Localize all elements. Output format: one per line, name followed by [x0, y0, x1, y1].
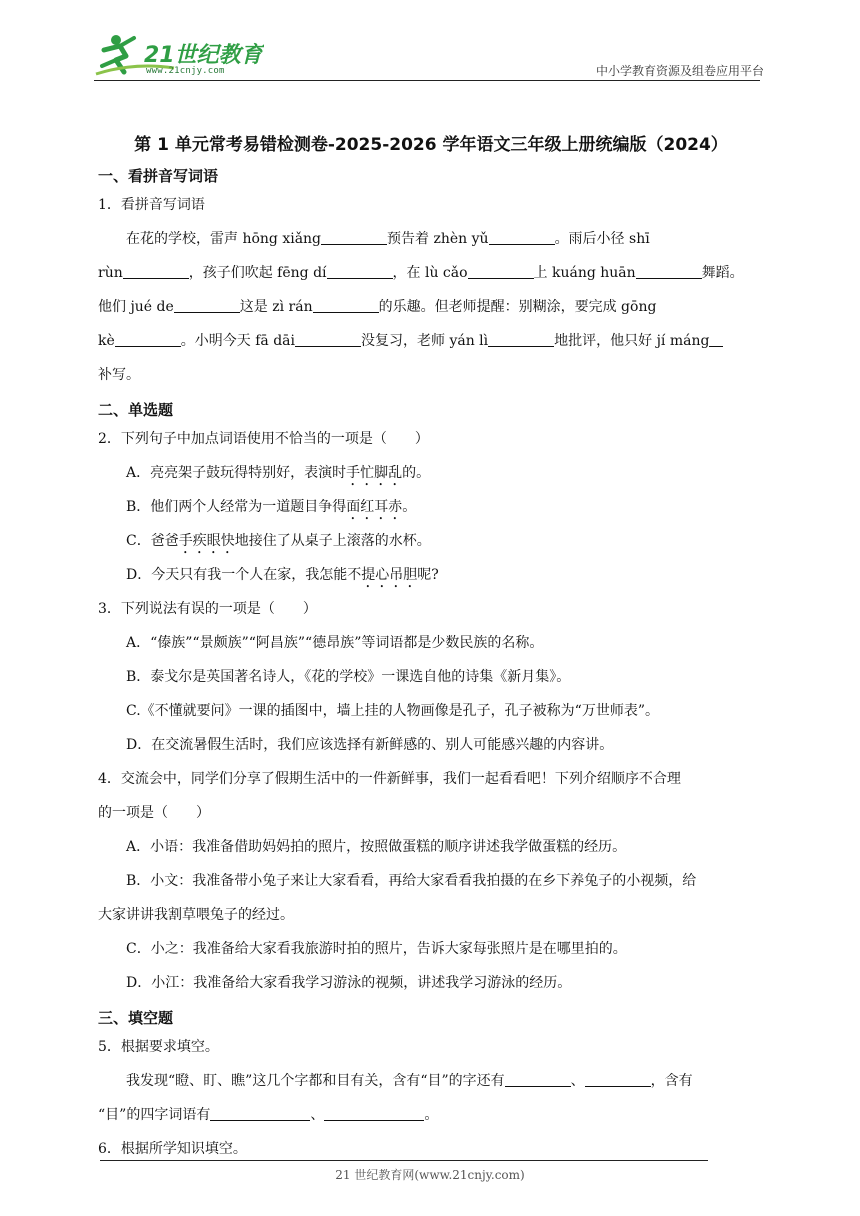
answer-blank[interactable] [327, 264, 393, 279]
passage-text: 的乐趣。但老师提醒：别糊涂，要完成 gōng [378, 299, 657, 315]
answer-blank[interactable] [505, 1072, 571, 1087]
question-text: 。 [424, 1107, 439, 1123]
document-body [98, 132, 764, 1166]
question-3-option-d[interactable]: D．在交流暑假生活时，我们应该选择有新鲜感的、别人可能感兴趣的内容讲。 [126, 737, 614, 753]
question-4-stem-cont: 的一项是（ ） [98, 805, 210, 821]
answer-blank[interactable] [324, 1106, 424, 1121]
section-heading-3: 三、填空题 [98, 1009, 174, 1027]
answer-blank[interactable] [468, 264, 534, 279]
question-4-option-a[interactable]: A．小语：我准备借助妈妈拍的照片，按照做蛋糕的顺序讲述我学做蛋糕的经历。 [126, 839, 627, 855]
answer-blank[interactable] [123, 264, 189, 279]
question-2-option-c[interactable] [98, 524, 764, 558]
passage-text: 地批评，他只好 jí máng [554, 333, 710, 349]
answer-blank[interactable] [489, 230, 555, 245]
question-3-option-b[interactable]: B．泰戈尔是英国著名诗人，《花的学校》一课选自他的诗集《新月集》。 [126, 669, 571, 685]
question-3-stem: 3．下列说法有误的一项是（ ） [98, 601, 317, 617]
question-text: 、 [570, 1073, 585, 1089]
question-5-line-2 [98, 1098, 764, 1132]
answer-blank[interactable] [321, 230, 387, 245]
footer-divider [100, 1160, 708, 1161]
passage-text: 。雨后小径 shī [554, 231, 650, 247]
answer-blank[interactable] [709, 332, 723, 347]
question-1-passage-line [98, 324, 764, 358]
option-text: D．今天只有我一个人在家，我怎能不 [126, 567, 362, 583]
question-4-option-b[interactable]: B．小文：我准备带小兔子来让大家看看，再给大家看看我拍摄的在乡下养兔子的小视频，给 [126, 873, 697, 889]
footer-text[interactable]: 21 世纪教育网(www.21cnjy.com) [335, 1168, 525, 1182]
page-header [0, 0, 860, 90]
answer-blank[interactable] [488, 332, 554, 347]
option-text: C．爸爸 [126, 533, 179, 549]
passage-text: 预告着 zhèn yǔ [387, 231, 489, 247]
question-4-option-c[interactable]: C．小之：我准备给大家看我旅游时拍的照片，告诉大家每张照片是在哪里拍的。 [126, 941, 627, 957]
section-heading-1: 一、看拼音写词语 [98, 167, 219, 185]
answer-blank[interactable] [313, 298, 379, 313]
question-2-option-b[interactable] [98, 490, 764, 524]
option-text: 。 [402, 499, 417, 515]
passage-text: 舞蹈。 [701, 265, 744, 281]
section-heading-2: 二、单选题 [98, 401, 174, 419]
logo-url: www.21cnjy.com [146, 66, 225, 76]
passage-text: 在花的学校，雷声 hōng xiǎng [126, 231, 322, 247]
question-4-option-d[interactable]: D．小江：我准备给大家看我学习游泳的视频，讲述我学习游泳的经历。 [126, 975, 572, 991]
site-logo[interactable] [94, 32, 264, 80]
question-text: “目”的四字词语有 [98, 1107, 211, 1123]
option-text: A．亮亮架子鼓玩得特别好，表演时 [126, 465, 347, 481]
option-text: 呢? [417, 567, 439, 583]
option-text: 地接住了从桌子上滚落的水杯。 [234, 533, 431, 549]
passage-text: kè [98, 333, 115, 349]
question-3-option-c[interactable]: C.《不懂就要问》一课的插图中，墙上挂的人物画像是孔子，孔子被称为“万世师表”。 [126, 703, 659, 719]
answer-blank[interactable] [115, 332, 181, 347]
question-2-stem: 2．下列句子中加点词语使用不恰当的一项是（ ） [98, 431, 429, 447]
header-divider [94, 80, 760, 81]
question-4-stem: 4．交流会中，同学们分享了假期生活中的一件新鲜事，我们一起看看吧！下列介绍顺序不合理 [98, 771, 681, 787]
answer-blank[interactable] [295, 332, 361, 347]
logo-text: 21世纪教育 [144, 43, 263, 68]
answer-blank[interactable] [585, 1072, 651, 1087]
question-1-passage-line [98, 256, 764, 290]
passage-text: 上 kuáng huān [533, 265, 636, 281]
answer-blank[interactable] [636, 264, 702, 279]
passage-text: 这是 zì rán [239, 299, 313, 315]
dotted-word: 手忙脚乱 [346, 465, 403, 481]
passage-text: rùn [98, 265, 123, 281]
question-5-stem: 5．根据要求填空。 [98, 1039, 219, 1055]
question-5-line-1 [98, 1064, 764, 1098]
platform-name: 中小学教育资源及组卷应用平台 [595, 64, 764, 78]
question-2-option-d[interactable] [98, 558, 764, 592]
passage-text: ，孩子们吹起 fēng dí [188, 265, 327, 281]
question-3-option-a[interactable]: A．“傣族”“景颇族”“阿昌族”“德昂族”等词语都是少数民族的名称。 [126, 635, 544, 651]
dotted-word: 手疾眼快 [178, 533, 235, 549]
question-text: 、 [310, 1107, 325, 1123]
question-6-stem: 6．根据所学知识填空。 [98, 1141, 247, 1157]
question-text: ，含有 [650, 1073, 693, 1089]
answer-blank[interactable] [174, 298, 240, 313]
question-1-passage-line: 补写。 [98, 367, 140, 383]
question-2-option-a[interactable] [98, 456, 764, 490]
question-1-passage [98, 222, 764, 256]
passage-text: ，在 lù cǎo [392, 265, 468, 281]
dotted-word: 面红耳赤 [346, 499, 403, 515]
question-text: 我发现“瞪、盯、瞧”这几个字都和目有关，含有“目”的字还有 [126, 1073, 505, 1089]
option-text: B．他们两个人经常为一道题目争得 [126, 499, 347, 515]
answer-blank[interactable] [210, 1106, 310, 1121]
page-title: 第 1 单元常考易错检测卷-2025-2026 学年语文三年级上册统编版（2024） [134, 135, 728, 155]
passage-text: 没复习，老师 yán lì [361, 333, 489, 349]
option-text: 的。 [402, 465, 431, 481]
dotted-word: 提心吊胆 [361, 567, 418, 583]
passage-text: 他们 jué de [98, 299, 174, 315]
passage-text: 。小明今天 fā dāi [180, 333, 295, 349]
question-1-passage-line [98, 290, 764, 324]
question-1-stem: 1．看拼音写词语 [98, 197, 205, 213]
question-4-option-b-cont: 大家讲讲我割草喂兔子的经过。 [98, 907, 294, 923]
